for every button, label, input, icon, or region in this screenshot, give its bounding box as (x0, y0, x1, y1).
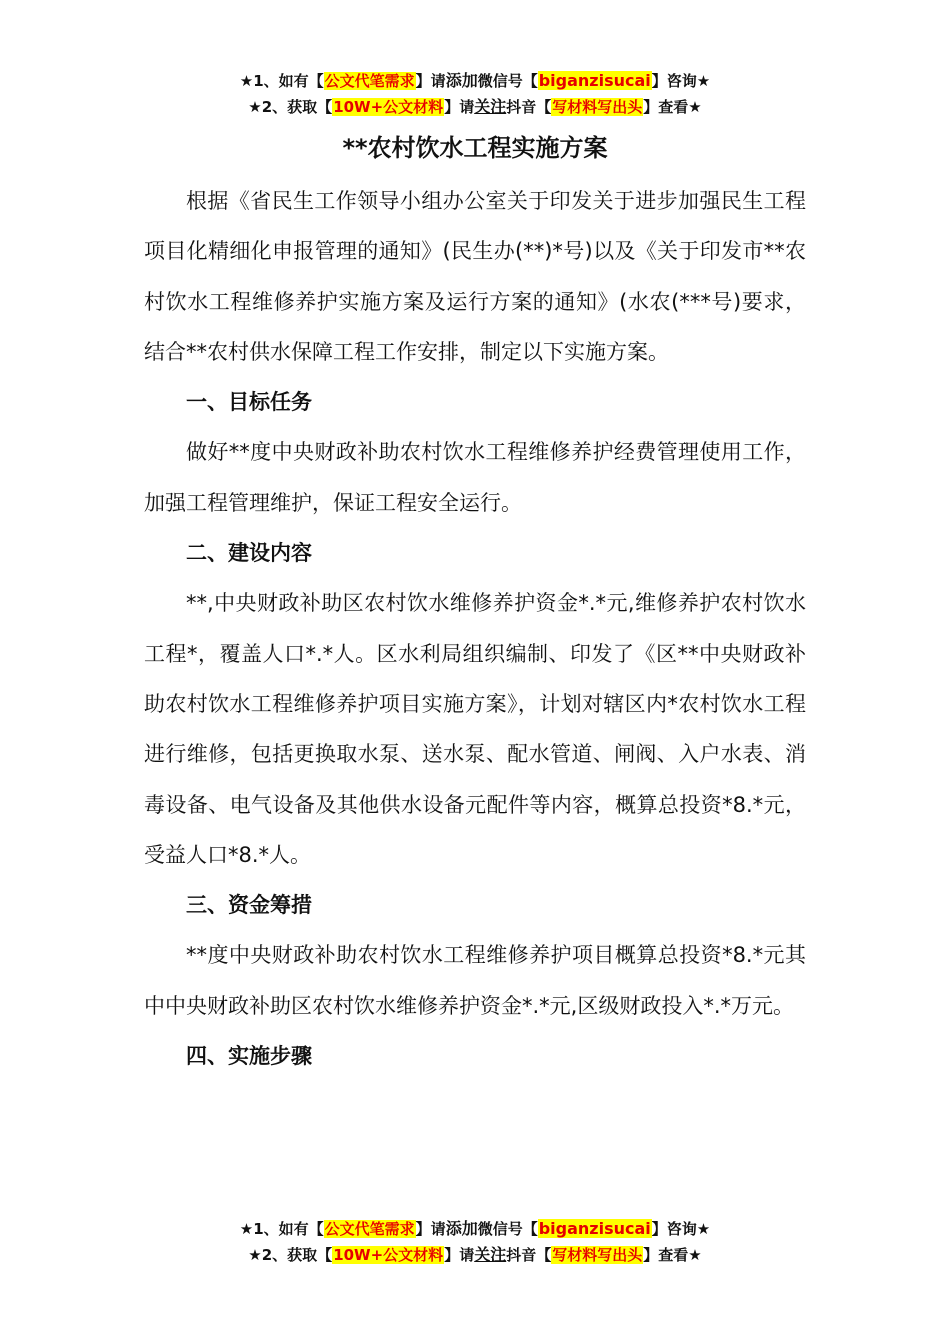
highlight-service: 公文代笔需求 (324, 1220, 415, 1238)
promo-banner-bottom (0, 1216, 950, 1268)
promo-emphasis: 添加 (445, 1219, 478, 1238)
promo-text: 1、如有【 (253, 1220, 324, 1238)
promo-text: 】请 (415, 72, 446, 90)
promo-text-end: 】咨询★ (651, 72, 711, 90)
promo-emphasis: 关注 (474, 1245, 507, 1264)
promo-text: 】请 (444, 1246, 475, 1264)
promo-text-end: 】咨询★ (651, 1220, 711, 1238)
document-body (144, 176, 806, 1081)
document-title: **农村饮水工程实施方案 (342, 134, 608, 162)
star-icon: ★ (248, 98, 262, 116)
section-heading-steps: 四、实施步骤 (186, 1044, 312, 1069)
section-heading-funding: 三、资金筹措 (186, 893, 312, 918)
section-heading-construction: 二、建设内容 (186, 541, 312, 566)
highlight-materials: 10W+公文材料 (333, 1246, 444, 1264)
promo-banner-top (0, 68, 950, 120)
promo-text-end: 】查看★ (643, 98, 702, 116)
highlight-douyin-account: 写材料写出头 (552, 1246, 643, 1264)
section-heading-goals: 一、目标任务 (186, 390, 312, 415)
promo-text-end: 】查看★ (643, 1246, 702, 1264)
highlight-service: 公文代笔需求 (324, 72, 415, 90)
intro-paragraph: 根据《省民生工作领导小组办公室关于印发关于进步加强民生工程项目化精细化申报管理的通知》(民生办(**)*号)以及《关于印发市**农村饮水工程维修养护实施方案及运行方案的通知》(水农(***号)要求，结合**农村供水保障工程工作安排，制定以下实施方案。 (144, 189, 806, 364)
promo-text: 抖音【 (506, 1246, 552, 1264)
promo-text: 】请 (444, 98, 475, 116)
promo-text: 抖音【 (506, 98, 552, 116)
promo-text: 1、如有【 (253, 72, 324, 90)
section-text-construction: **,中央财政补助区农村饮水维修养护资金*.*元,维修养护农村饮水工程*，覆盖人口*.*人。区水利局组织编制、印发了《区**中央财政补助农村饮水工程维修养护项目实施方案》，计划对辖区内*农村饮水工程进行维修，包括更换取水泵、送水泵、配水管道、闸阀、入户水表、消毒设备、电气设备及其他供水设备元配件等内容，概算总投资*8.*元，受益人口*8.*人。 (144, 591, 806, 867)
highlight-wechat-id: biganzisucai (538, 71, 651, 90)
highlight-wechat-id: biganzisucai (538, 1219, 651, 1238)
promo-text: 2、获取【 (261, 98, 333, 116)
star-icon: ★ (239, 1220, 254, 1238)
promo-text: 微信号【 (477, 72, 538, 90)
promo-text: 微信号【 (477, 1220, 538, 1238)
promo-text: 2、获取【 (261, 1246, 333, 1264)
star-icon: ★ (239, 72, 254, 90)
promo-emphasis: 添加 (445, 71, 478, 90)
promo-line-1 (0, 1216, 950, 1242)
highlight-materials: 10W+公文材料 (333, 98, 444, 116)
promo-line-2 (0, 1242, 950, 1268)
promo-line-1 (0, 68, 950, 94)
section-text-goals: 做好**度中央财政补助农村饮水工程维修养护经费管理使用工作，加强工程管理维护，保证工程安全运行。 (144, 440, 806, 515)
promo-line-2 (0, 94, 950, 120)
star-icon: ★ (248, 1246, 262, 1264)
promo-text: 】请 (415, 1220, 446, 1238)
highlight-douyin-account: 写材料写出头 (552, 98, 643, 116)
section-text-funding: **度中央财政补助农村饮水工程维修养护项目概算总投资*8.*元其中中央财政补助区农村饮水维修养护资金*.*元,区级财政投入*.*万元。 (144, 943, 806, 1018)
promo-emphasis: 关注 (474, 97, 507, 116)
